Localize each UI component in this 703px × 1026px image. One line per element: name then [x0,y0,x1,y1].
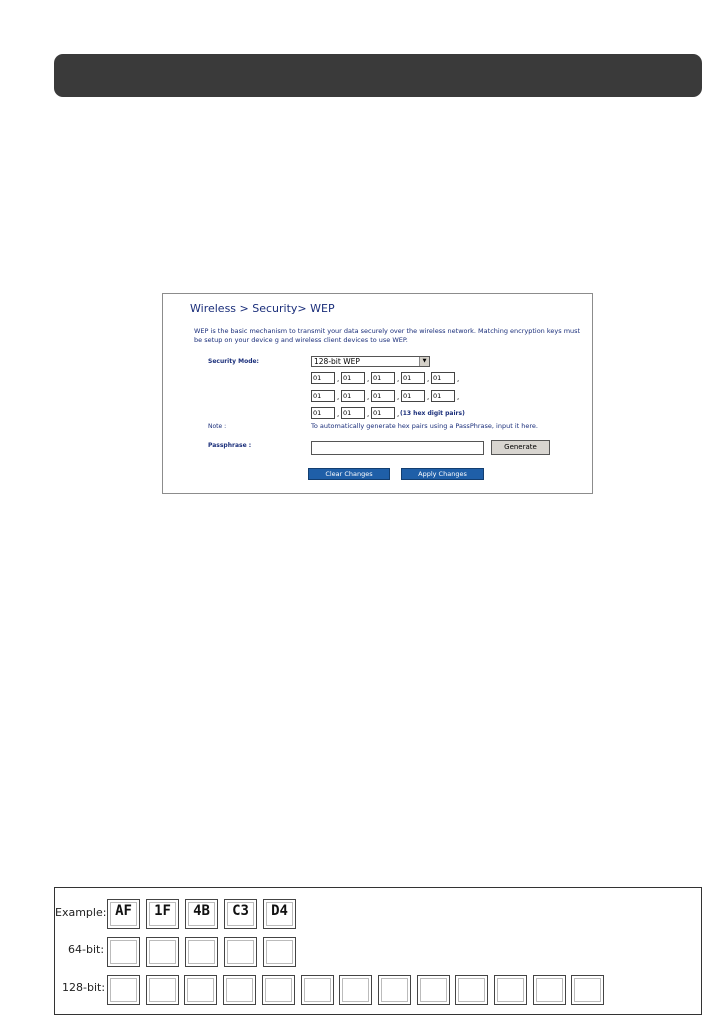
passphrase-label: Passphrase : [208,442,252,449]
hex-key-field[interactable]: 01 [311,390,335,402]
security-mode-select[interactable] [311,356,430,367]
empty-hex-cell [262,975,295,1005]
empty-hex-cell [417,975,450,1005]
empty-hex-cell [263,937,296,967]
empty-hex-cell [146,975,179,1005]
clear-changes-button[interactable]: Clear Changes [308,468,390,480]
example-hex-cell: 4B [185,899,218,929]
key-hint: (13 hex digit pairs) [400,410,465,417]
empty-hex-cell [223,975,256,1005]
example-hex-cell: AF [107,899,140,929]
empty-hex-cell [224,937,257,967]
hex-key-field[interactable]: 01 [431,390,455,402]
empty-hex-cell [185,937,218,967]
hex-key-field[interactable]: 01 [341,390,365,402]
empty-hex-cell [339,975,372,1005]
example-hex-cell: 1F [146,899,179,929]
example-label: Example: [55,906,107,919]
header-bar [54,54,702,97]
security-mode-label: Security Mode: [208,358,259,365]
hex-key-field[interactable]: 01 [341,372,365,384]
bit128-label: 128-bit: [62,981,106,994]
example-hex-cell: D4 [263,899,296,929]
dropdown-arrow-icon[interactable]: ▼ [419,357,429,366]
empty-hex-cell [301,975,334,1005]
empty-hex-cell [107,937,140,967]
hex-key-field[interactable]: 01 [341,407,365,419]
wep-settings-panel: Wireless > Security> WEP WEP is the basic mechanism to transmit your data securely over the wireless network. Matching encryption keys must be setup on your device g and wireless client devices to use WEP. Security Mode: 128-bit WEP ▼ 01 , 01 , 01 , 01 , 01 , 01 , 01 , 01 , 01 , 01 , 01 , 01 , 01 , (13 hex digit pairs) Note : To automatically generate hex pairs using a PassPhrase, input it here. Passphrase : Generate Clear Changes Apply Changes [162,293,593,494]
passphrase-input[interactable] [311,441,484,455]
empty-hex-cell [378,975,411,1005]
key-format-example [54,887,702,1015]
hex-key-field[interactable]: 01 [401,372,425,384]
apply-changes-button[interactable]: Apply Changes [401,468,484,480]
bit64-label: 64-bit: [68,943,105,956]
note-label: Note : [208,423,227,430]
hex-key-field[interactable]: 01 [311,372,335,384]
hex-key-field[interactable]: 01 [371,407,395,419]
security-mode-value: 128-bit WEP [314,357,360,366]
hex-key-field[interactable]: 01 [311,407,335,419]
wep-description: WEP is the basic mechanism to transmit your data securely over the wireless network. Matching encryption keys must be setup on your device g and wireless client devices to use WEP. [194,327,581,344]
empty-hex-cell [571,975,604,1005]
hex-key-field[interactable]: 01 [371,372,395,384]
hex-key-field[interactable]: 01 [371,390,395,402]
empty-hex-cell [533,975,566,1005]
empty-hex-cell [184,975,217,1005]
hex-key-field[interactable]: 01 [401,390,425,402]
page-title: Wireless > Security> WEP [190,302,335,315]
empty-hex-cell [146,937,179,967]
generate-button[interactable]: Generate [491,440,550,455]
hex-key-field[interactable]: 01 [431,372,455,384]
empty-hex-cell [455,975,488,1005]
example-hex-cell: C3 [224,899,257,929]
empty-hex-cell [107,975,140,1005]
note-text: To automatically generate hex pairs using a PassPhrase, input it here. [311,422,538,430]
empty-hex-cell [494,975,527,1005]
